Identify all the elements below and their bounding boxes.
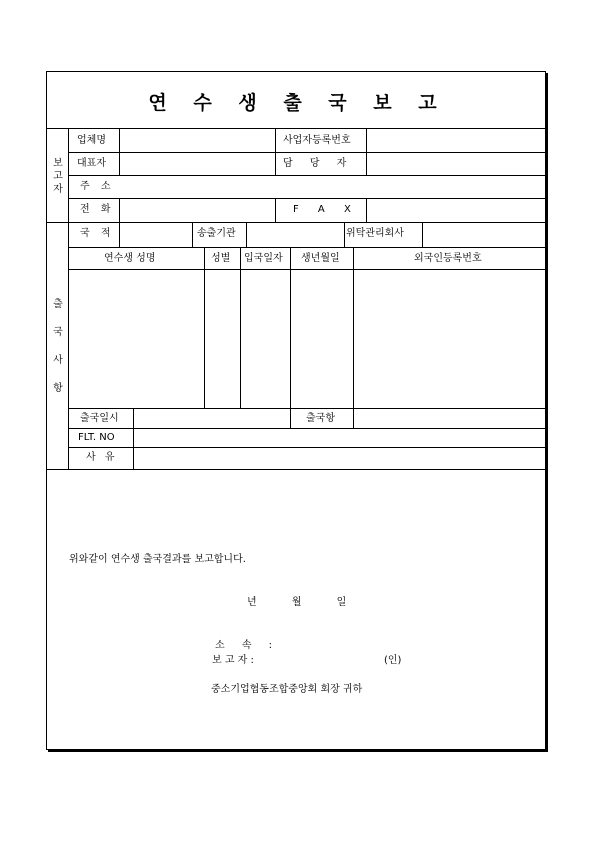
title-divider <box>47 128 545 129</box>
affiliation-label: 소 속 : <box>215 640 273 651</box>
date-line: 년 월 일 <box>247 597 347 608</box>
col-divider <box>290 247 291 408</box>
col-divider <box>192 222 193 247</box>
nationality-label: 국 적 <box>80 228 111 239</box>
row-divider <box>68 447 545 448</box>
row-divider <box>68 269 545 270</box>
col-divider <box>275 128 276 175</box>
section-divider <box>47 469 545 470</box>
consigned-company-label: 위탁관리회사 <box>346 228 404 239</box>
departure-side-label: 출 국 사 항 <box>53 299 63 394</box>
column-header: 성별 <box>211 253 231 264</box>
page-title: 연 수 생 출 국 보 고 <box>148 92 447 114</box>
row-divider <box>68 247 545 248</box>
departure-date-label: 출국일시 <box>80 413 119 424</box>
side-label-divider <box>68 128 69 469</box>
manager-label: 담 당 자 <box>283 158 347 169</box>
reason-label: 사 유 <box>86 452 115 463</box>
row-divider <box>68 198 545 199</box>
reporter-side-label: 보 고 자 <box>53 158 63 195</box>
row-divider <box>68 428 545 429</box>
col-divider <box>422 222 423 247</box>
column-header: 생년월일 <box>301 253 340 264</box>
departure-port-label: 출국항 <box>306 413 335 424</box>
report-statement: 위와같이 연수생 출국결과를 보고합니다. <box>69 554 246 565</box>
phone-label: 전 화 <box>80 204 111 215</box>
row-divider <box>68 408 545 409</box>
representative-label: 대표자 <box>77 158 106 169</box>
row-divider <box>68 152 545 153</box>
col-divider <box>133 408 134 469</box>
fax-label: F A X <box>293 204 351 215</box>
col-divider <box>240 247 241 408</box>
col-divider <box>246 222 247 247</box>
section-divider <box>47 222 545 223</box>
column-header: 연수생 성명 <box>104 253 156 264</box>
company-label: 업체명 <box>77 135 106 146</box>
column-header: 외국인등록번호 <box>414 253 482 264</box>
sending-agency-label: 송출기관 <box>197 228 236 239</box>
reporter-label: 보 고 자 : <box>212 655 254 666</box>
row-divider <box>68 175 545 176</box>
col-divider <box>119 222 120 247</box>
col-divider <box>353 247 354 408</box>
departure-report-form <box>46 71 546 750</box>
col-divider <box>366 198 367 222</box>
column-header: 입국일자 <box>244 253 283 264</box>
seal-mark: (인) <box>384 655 402 666</box>
col-divider <box>344 222 345 247</box>
flight-no-label: FLT. NO <box>78 432 115 443</box>
business-reg-label: 사업자등록번호 <box>283 135 351 146</box>
col-divider <box>353 408 354 428</box>
addressee: 중소기업협동조합중앙회 회장 귀하 <box>211 684 363 695</box>
col-divider <box>204 247 205 408</box>
col-divider <box>366 128 367 175</box>
col-divider <box>119 128 120 175</box>
col-divider <box>290 408 291 428</box>
col-divider <box>275 198 276 222</box>
col-divider <box>119 198 120 222</box>
address-label: 주 소 <box>80 181 111 192</box>
